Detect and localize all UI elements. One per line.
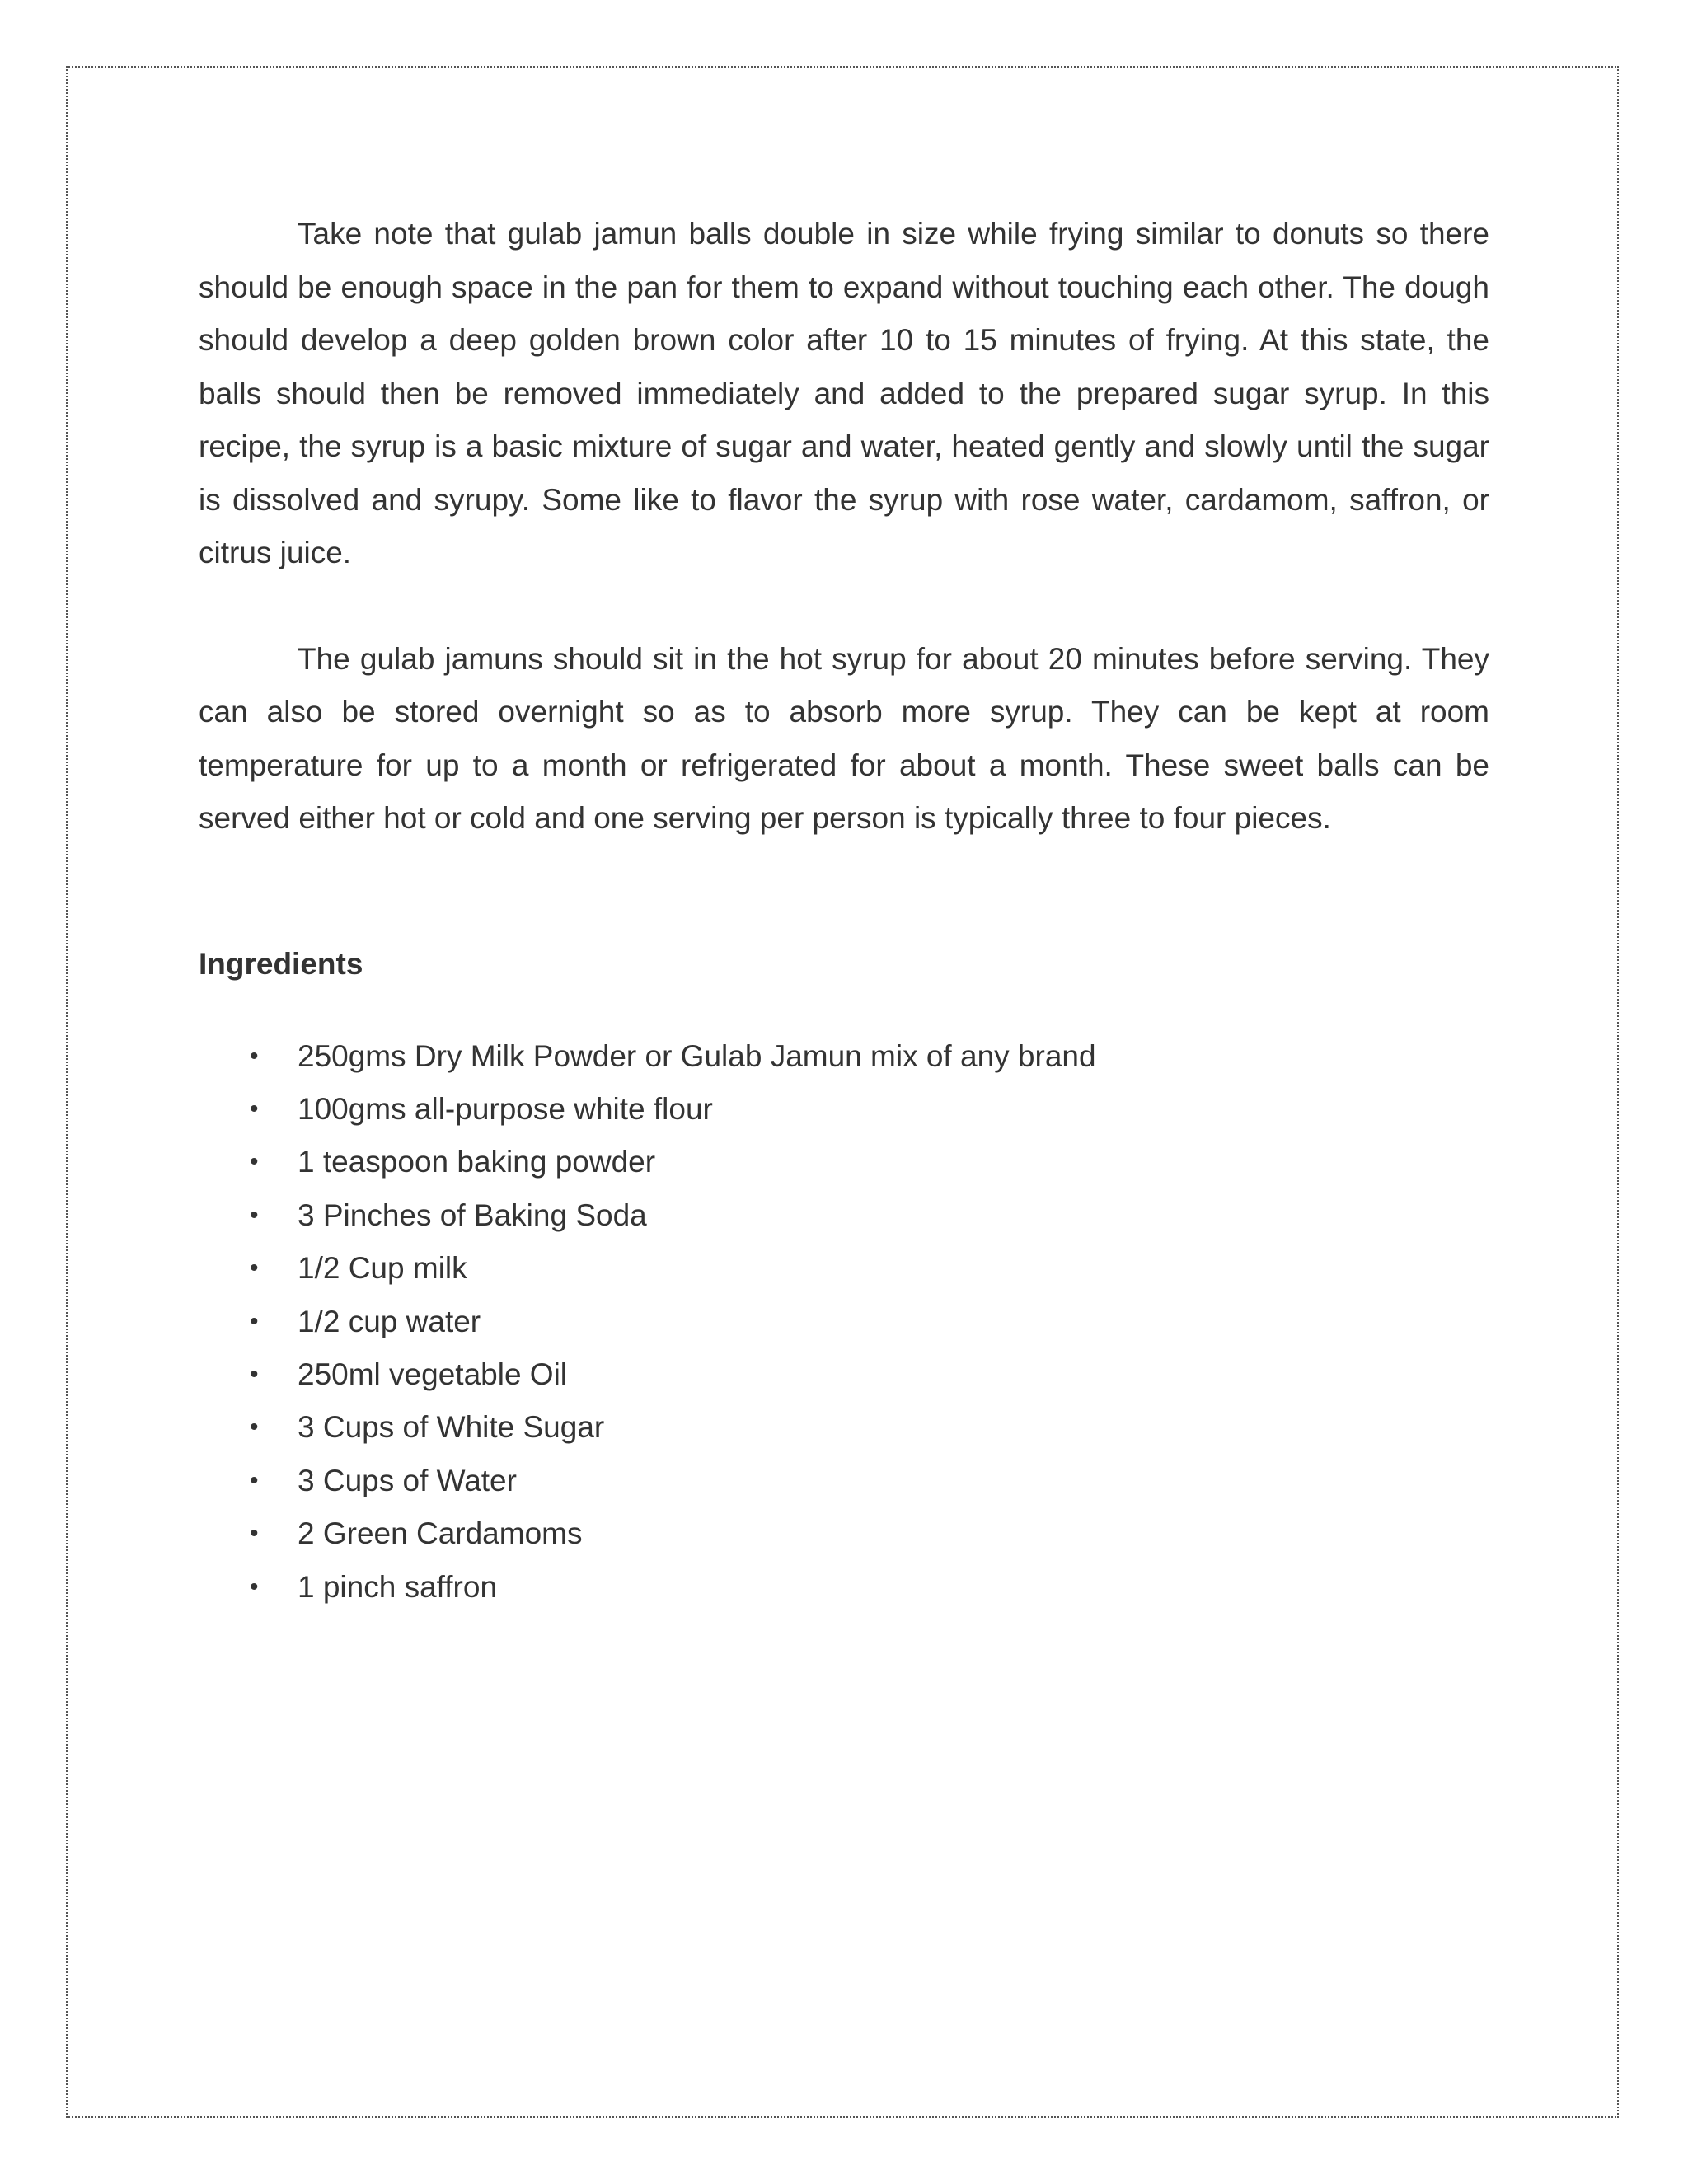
list-item bbox=[199, 1189, 1489, 1242]
ingredients-list bbox=[199, 1030, 1489, 1614]
ingredient-text: 3 Cups of Water bbox=[298, 1463, 517, 1497]
ingredient-text: 3 Cups of White Sugar bbox=[298, 1410, 605, 1445]
bullet-icon: • bbox=[250, 1254, 259, 1282]
bullet-icon: • bbox=[250, 1413, 259, 1441]
paragraph-serving: The gulab jamuns should sit in the hot syrup for about 20 minutes before serving. They can also be stored overnight so as to absorb more syrup. They can be kept at room temperature for up to a month or refrigerated for about a month. These sweet balls can be served either hot or cold and one serving per person is typically three to four pieces. bbox=[199, 641, 1489, 835]
list-item bbox=[199, 1348, 1489, 1401]
list-item bbox=[199, 1455, 1489, 1507]
list-item bbox=[199, 1242, 1489, 1295]
document-body bbox=[199, 208, 1489, 1614]
bullet-icon: • bbox=[250, 1572, 259, 1601]
ingredient-text: 250ml vegetable Oil bbox=[298, 1357, 568, 1391]
ingredient-text: 1 teaspoon baking powder bbox=[298, 1145, 656, 1179]
bullet-icon: • bbox=[250, 1466, 259, 1494]
bullet-icon: • bbox=[250, 1360, 259, 1388]
ingredient-text: 250gms Dry Milk Powder or Gulab Jamun mix of any brand bbox=[298, 1038, 1096, 1073]
ingredient-text: 1/2 Cup milk bbox=[298, 1251, 467, 1286]
list-item bbox=[199, 1507, 1489, 1560]
ingredient-text: 2 Green Cardamoms bbox=[298, 1516, 583, 1551]
bullet-icon: • bbox=[250, 1307, 259, 1335]
bullet-icon: • bbox=[250, 1520, 259, 1548]
bullet-icon: • bbox=[250, 1201, 259, 1229]
bullet-icon: • bbox=[250, 1042, 259, 1070]
list-item bbox=[199, 1561, 1489, 1614]
ingredient-text: 1/2 cup water bbox=[298, 1304, 481, 1338]
list-item bbox=[199, 1401, 1489, 1454]
list-item bbox=[199, 1083, 1489, 1136]
ingredient-text: 3 Pinches of Baking Soda bbox=[298, 1197, 647, 1232]
list-item bbox=[199, 1030, 1489, 1083]
bullet-icon: • bbox=[250, 1148, 259, 1176]
ingredient-text: 1 pinch saffron bbox=[298, 1569, 498, 1604]
ingredients-heading: Ingredients bbox=[199, 946, 363, 981]
ingredient-text: 100gms all-purpose white flour bbox=[298, 1091, 713, 1126]
list-item bbox=[199, 1296, 1489, 1348]
list-item bbox=[199, 1136, 1489, 1188]
paragraph-frying: Take note that gulab jamun balls double in size while frying similar to donuts so there should be enough space in the pan for them to expand without touching each other. The dough should develop a deep golden brown color after 10 to 15 minutes of frying. At this state, the balls should then be removed immediately and added to the prepared sugar syrup. In this recipe, the syrup is a basic mixture of sugar and water, heated gently and slowly until the sugar is dissolved and syrupy. Some like to flavor the syrup with rose water, cardamom, saffron, or citrus juice. bbox=[199, 217, 1489, 569]
bullet-icon: • bbox=[250, 1094, 259, 1122]
